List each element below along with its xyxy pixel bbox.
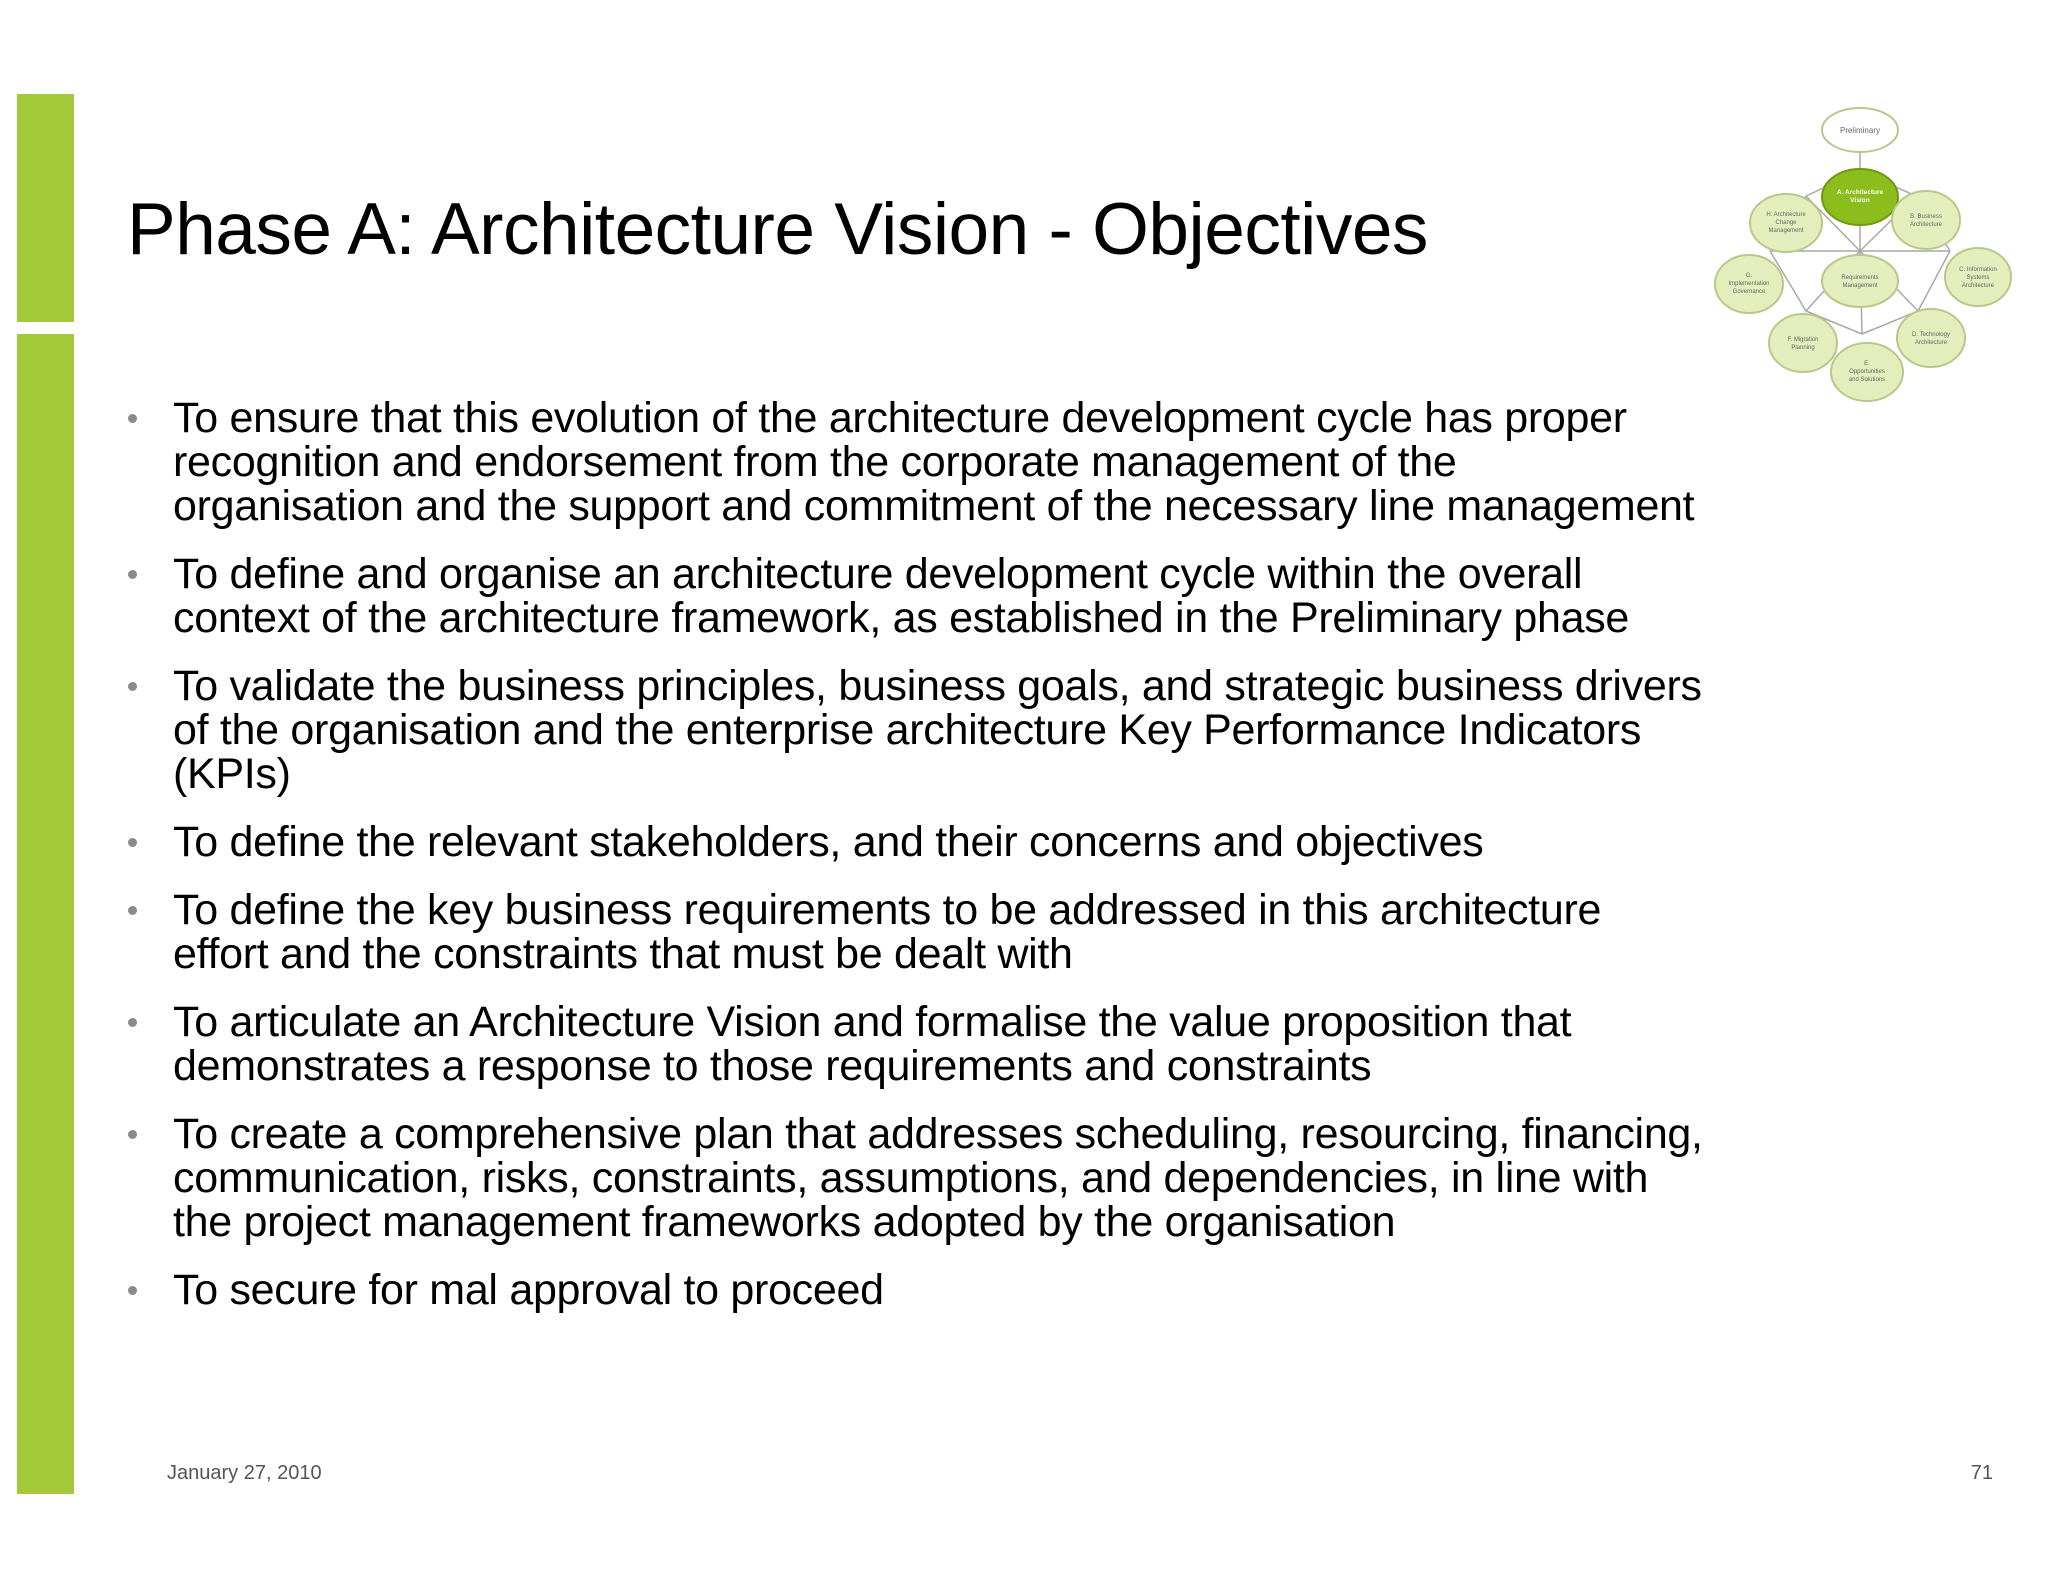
node-requirements-management <box>1822 255 1898 307</box>
svg-text:Management: Management <box>1768 228 1804 234</box>
svg-text:F. Migration: F. Migration <box>1787 337 1819 343</box>
node-technology-architecture <box>1897 309 1965 367</box>
svg-text:Requirements: Requirements <box>1841 275 1879 281</box>
bullet-icon <box>128 838 137 847</box>
svg-text:Preliminary: Preliminary <box>1839 126 1881 135</box>
list-item: To define and organise an architecture development cycle within the overall context of the architecture framework, as established in the Preliminary phase <box>127 552 1927 640</box>
list-item: To ensure that this evolution of the architecture development cycle has proper recognition and endorsement from the corporate management of the organisation and the support and commitment of the necessary line management <box>127 396 1927 528</box>
node-architecture-vision <box>1822 169 1898 225</box>
svg-text:G.: G. <box>1745 273 1753 279</box>
accent-bar-top <box>17 94 74 322</box>
page-number: 71 <box>1970 1462 1993 1484</box>
svg-text:Planning: Planning <box>1791 345 1815 351</box>
svg-text:E.: E. <box>1864 361 1870 367</box>
svg-text:C. Information: C. Information <box>1959 267 1997 273</box>
bullet-icon <box>128 1286 137 1295</box>
svg-text:H. Architecture: H. Architecture <box>1766 212 1806 218</box>
node-opportunities-and-solutions <box>1831 343 1903 401</box>
node-migration-planning <box>1769 314 1837 372</box>
svg-text:Opportunities: Opportunities <box>1849 369 1885 375</box>
svg-text:Vision: Vision <box>1850 197 1870 204</box>
svg-text:Governance: Governance <box>1732 289 1766 295</box>
bullet-icon <box>128 906 137 915</box>
svg-text:Architecture: Architecture <box>1961 283 1995 289</box>
bullet-icon <box>128 1018 137 1027</box>
footer-date: January 27, 2010 <box>167 1462 322 1484</box>
node-preliminary <box>1822 108 1898 152</box>
slide-title: Phase A: Architecture Vision - Objectives <box>127 189 1428 270</box>
bullet-icon <box>128 570 137 579</box>
svg-text:Architecture: Architecture <box>1909 222 1943 228</box>
accent-bar-bottom <box>17 334 74 1494</box>
adm-cycle-diagram <box>1706 106 2014 383</box>
list-item: To create a comprehensive plan that addresses scheduling, resourcing, financing, communication, risks, constraints, assumptions, and dependencies, in line with the project management frameworks adopted by the organisation <box>127 1112 1927 1244</box>
node-information-systems-architecture <box>1945 248 2011 306</box>
bullet-icon <box>128 1130 137 1139</box>
node-business-architecture <box>1892 191 1960 249</box>
list-item: To validate the business principles, business goals, and strategic business drivers of the organisation and the enterprise architecture Key Performance Indicators (KPIs) <box>127 664 1927 796</box>
list-item: To secure for mal approval to proceed <box>127 1268 1927 1312</box>
bullet-icon <box>128 414 137 423</box>
list-item: To articulate an Architecture Vision and formalise the value proposition that demonstrates a response to those requirements and constraints <box>127 1000 1927 1088</box>
svg-text:Architecture: Architecture <box>1914 340 1948 346</box>
svg-text:Management: Management <box>1842 283 1878 289</box>
node-implementation-governance <box>1715 255 1783 313</box>
svg-text:B. Business: B. Business <box>1910 214 1942 220</box>
objectives-list <box>127 396 1927 1336</box>
bullet-icon <box>128 682 137 691</box>
svg-text:Change: Change <box>1775 220 1797 226</box>
svg-text:D. Technology: D. Technology <box>1912 332 1950 338</box>
node-architecture-change-management <box>1750 194 1822 252</box>
list-item: To define the key business requirements to be addressed in this architecture effort and the constraints that must be dealt with <box>127 888 1927 976</box>
list-item: To define the relevant stakeholders, and their concerns and objectives <box>127 820 1927 864</box>
svg-text:Implementation: Implementation <box>1728 281 1770 287</box>
svg-text:A. Architecture: A. Architecture <box>1836 189 1884 196</box>
svg-text:and Solutions: and Solutions <box>1848 377 1886 383</box>
svg-text:Systems: Systems <box>1966 275 1990 281</box>
